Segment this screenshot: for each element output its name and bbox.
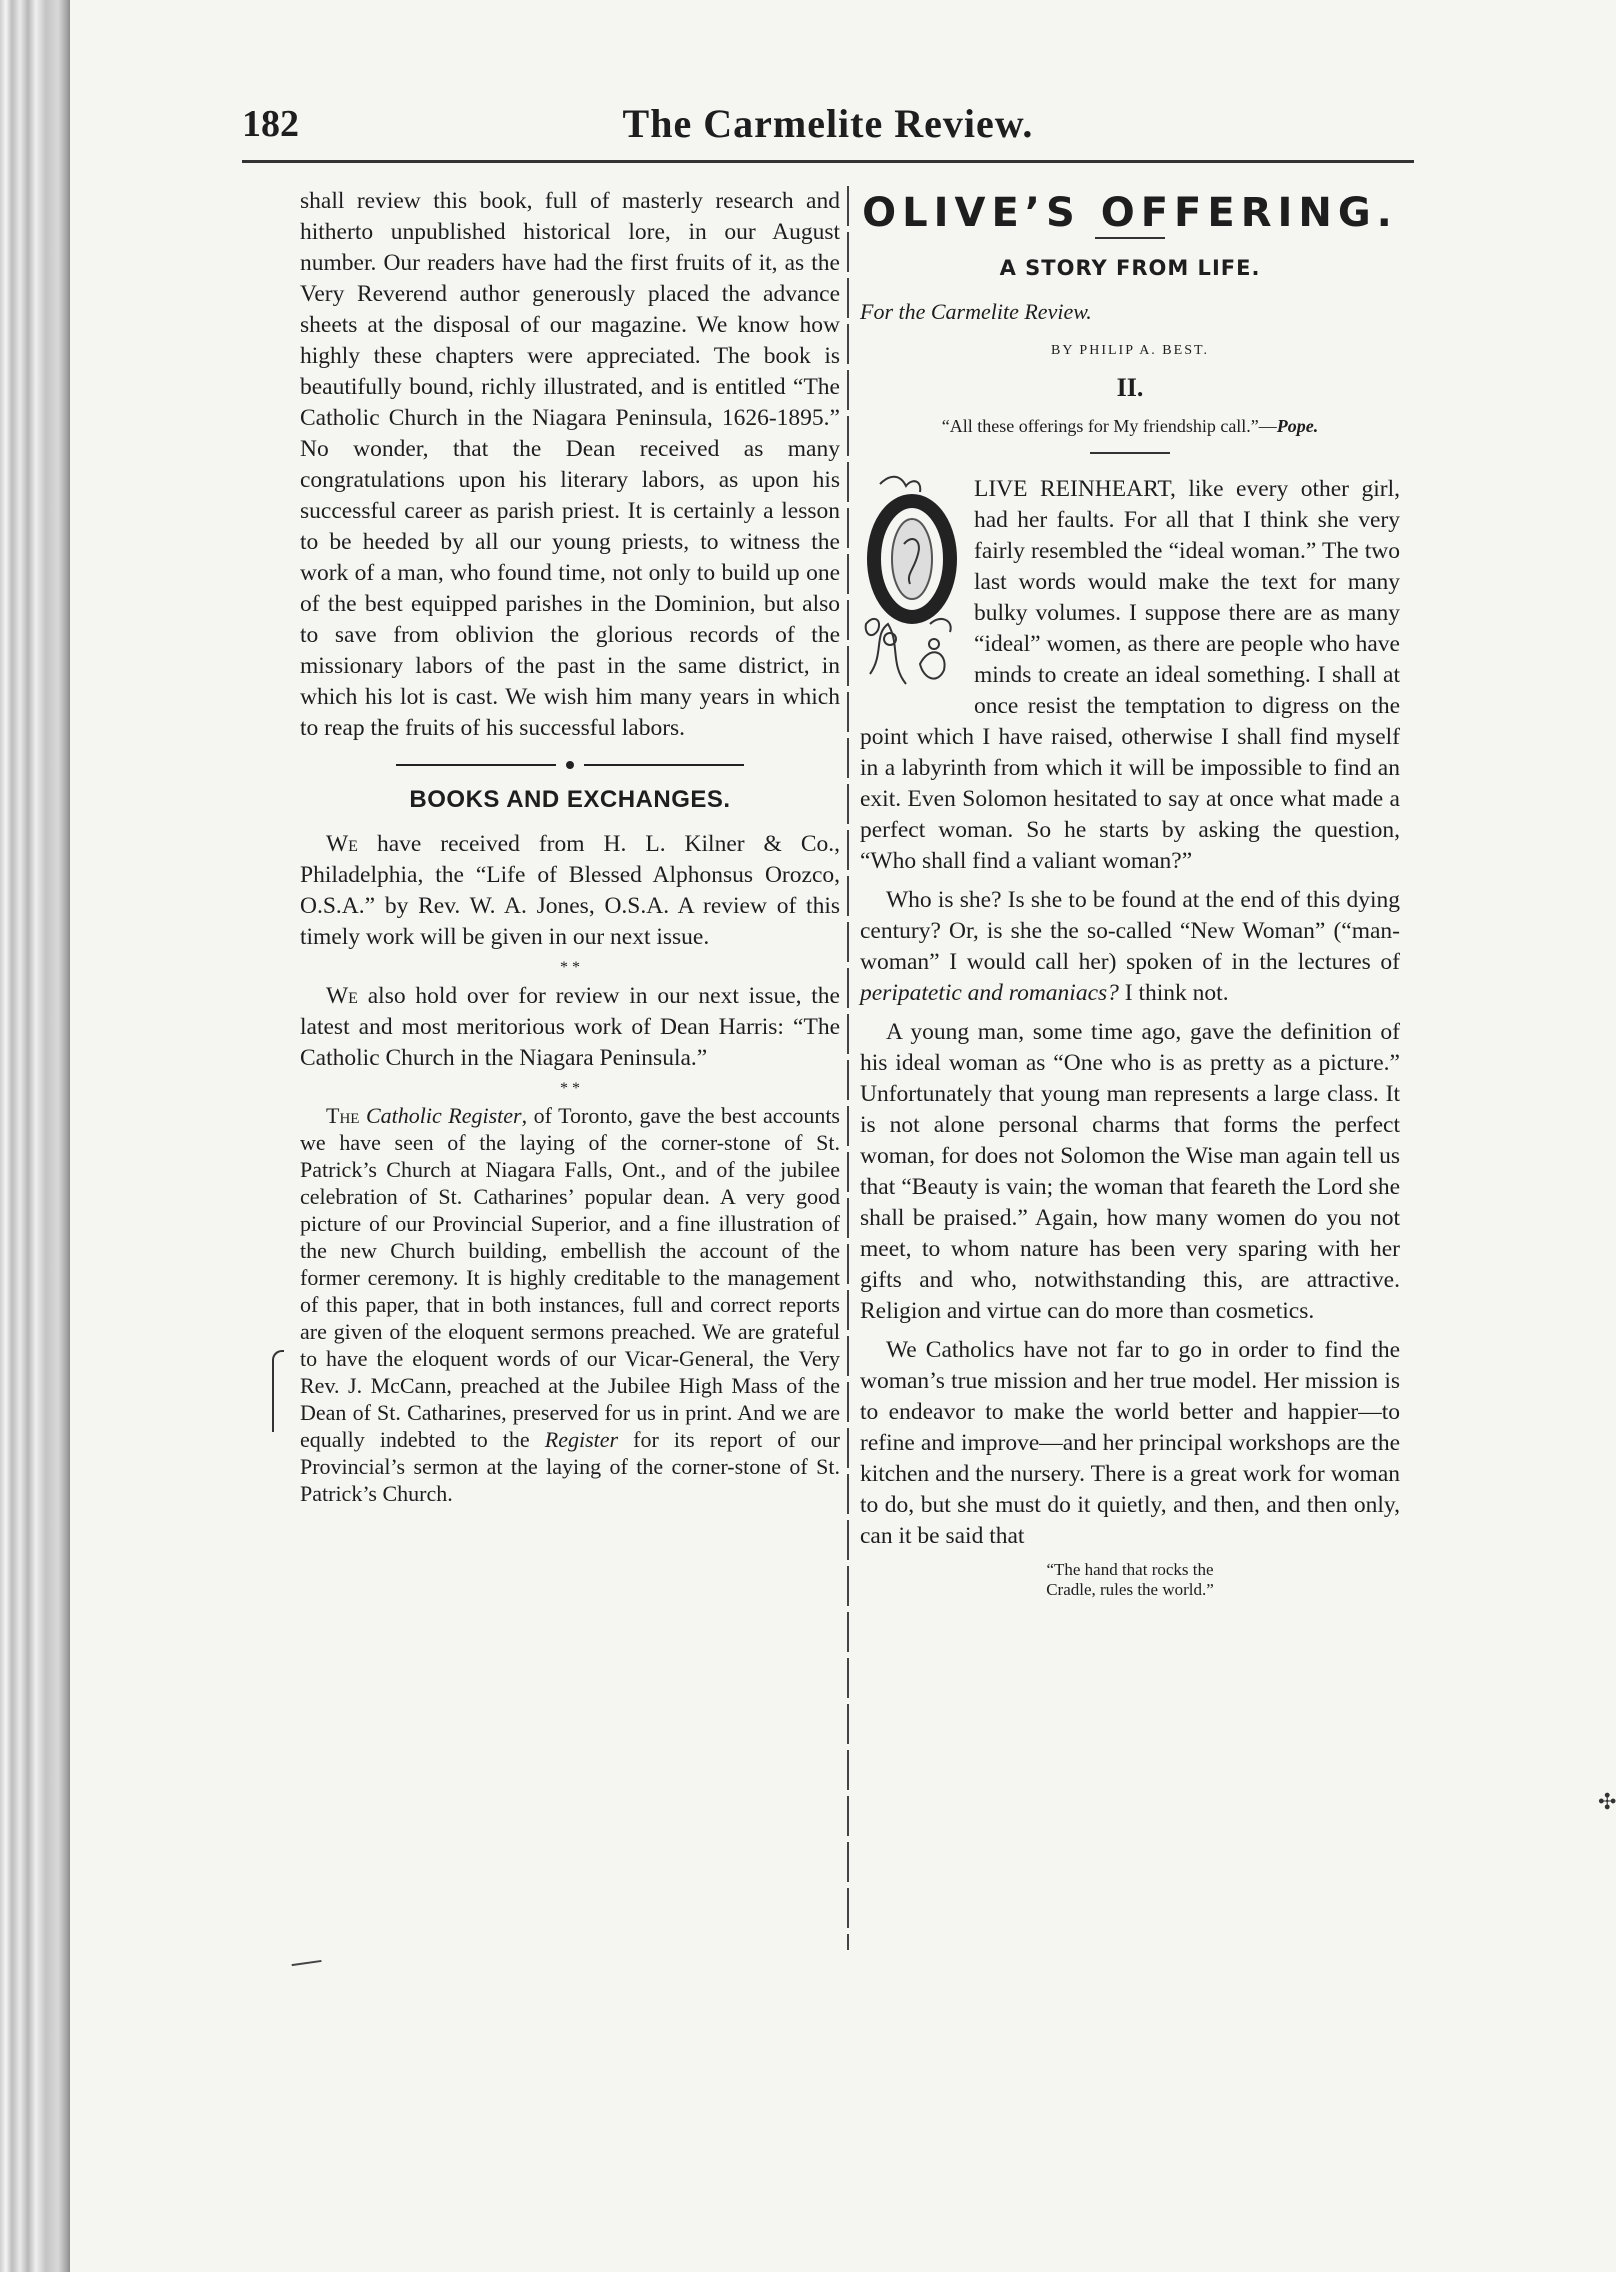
epigraph-author: Pope.: [1276, 416, 1319, 436]
left-column: [300, 186, 840, 1946]
closing-verse: [860, 1560, 1400, 1600]
paragraph-text: , of Toronto, gave the best accounts we have seen of the laying of the corner-stone of St. Patrick’s Church at Niagara Falls, Ont., and of the jubilee celebration of St. Catharines’ popular dean. A very good picture of our Provincial Superior, and a fine illustration of the new Church building, embellish the account of the former ceremony. It is highly creditable to the management of this paper, that in both instances, full and correct reports are given of the eloquent sermons preached. We are grateful to have the eloquent words of our Vicar-General, the Very Rev. J. McCann, preached at the Jubilee High Mass of the Dean of St. Catharines, preserved for us in print. And we are equally indebted to the: [300, 1103, 840, 1452]
verse-line: Cradle, rules the world.”: [1046, 1580, 1214, 1599]
epigraph-text: “All these offerings for My friendship call.”—: [941, 416, 1277, 436]
ornament-line: [584, 764, 744, 766]
floral-initial-icon: [860, 474, 964, 694]
for-line: For the Carmelite Review.: [860, 299, 1092, 324]
epigraph: [860, 411, 1400, 442]
italic-phrase: peripatetic and romaniacs?: [860, 980, 1119, 1006]
decorated-initial: [860, 474, 964, 694]
periodical-title: Register: [544, 1427, 619, 1452]
right-column: [860, 190, 1400, 1976]
story-subtitle: A STORY FROM LIFE.: [999, 256, 1261, 280]
story-paragraph-4: We Catholics have not far to go in order to find the woman’s true mission and her true model. Her mission is to endeavor to make the world better and happier—to refine and improve—and her principal workshops are the kitchen and the nursery. There is a great work for woman to do, but she must do it quietly, and then, and then only, can it be said that: [860, 1337, 1400, 1549]
paragraph-text: I think not.: [1118, 980, 1229, 1006]
title-rule: [1095, 237, 1165, 239]
byline: BY PHILIP A. BEST.: [1051, 343, 1209, 358]
lead-word: We: [326, 983, 358, 1009]
page-number: 182: [242, 103, 299, 145]
running-head: [242, 100, 1414, 163]
part-number: II.: [1116, 373, 1144, 402]
asterism: * *: [560, 1080, 580, 1097]
verse-line: “The hand that rocks the: [1046, 1560, 1214, 1579]
margin-bracket: [272, 1350, 284, 1432]
paragraph-text: Who is she? Is she to be found at the end of this dying century? Or, is she the so-called “New Woman” (“man-woman” I would call her) spoken of in the lectures of: [860, 887, 1400, 975]
edge-mark-icon: ✣: [1598, 1790, 1616, 1815]
review-paragraph-1: [300, 829, 840, 953]
ornament-dot: [566, 761, 574, 769]
story-paragraph-2: [860, 885, 1400, 1009]
lead-word: We: [326, 831, 358, 857]
periodical-title: Catholic Register: [365, 1103, 522, 1128]
lead-word: The: [326, 1103, 360, 1128]
editorial-paragraph: shall review this book, full of masterly research and hitherto unpublished historical lore, in our August number. Our readers have had the first fruits of it, as the Very Reverend author generously placed the advance sheets at the disposal of our magazine. We know how highly these chapters were appreciated. The book is beautifully bound, richly illustrated, and is entitled “The Catholic Church in the Niagara Peninsula, 1626-1895.” No wonder, that the Dean received as many congratulations upon his literary labors, as upon his successful career as parish priest. It is certainly a lesson to be heeded by all our young priests, to witness the work of a man, who found time, not only to build up one of the best equipped parishes in the Dominion, but also to save from oblivion the glorious records of the missionary labors of the past in the same district, in which his lot is cast. We wish him many years in which to reap the fruits of his successful labors.: [300, 188, 840, 741]
story-paragraph-3: A young man, some time ago, gave the definition of his ideal woman as “One who is as pretty as a picture.” Unfortunately that young man represents a large class. It is not alone personal charms that forms the perfect woman, for does not Solomon the Wise man again tell us that “Beauty is vain; the woman that feareth the Lord she shall be praised.” Again, how many women do you not meet, to whom nature has been very sparing with her gifts and who, notwithstanding this, are attractive. Religion and virtue can do more than cosmetics.: [860, 1019, 1400, 1324]
book-spine: [0, 0, 70, 2272]
epigraph-rule: [1090, 452, 1170, 454]
paragraph-text: like every other girl, had her faults. For all that I think she very fairly resembled the “ideal woman.” The two last words would make the text for many bulky volumes. I suppose there are as many “ideal” women, as there are people who have minds to create an ideal something. I shall at once resist the temptation to digress on the point which I have raised, otherwise I shall find myself in a labyrinth from which it will be impossible to find an exit. Even Solomon hesitated to say at once what made a perfect woman. So he starts by asking the question, “Who shall find a valiant woman?”: [860, 476, 1400, 874]
asterism: * *: [560, 959, 580, 976]
ornament-divider: [300, 758, 840, 772]
journal-title: The Carmelite Review.: [622, 101, 1034, 146]
paragraph-text: for its report of our Provincial’s sermon at the laying of the corner-stone of St. Patrick’s Church.: [300, 1427, 841, 1506]
lead-words: LIVE REINHEART,: [974, 476, 1176, 502]
story-title: OLIVE’S OFFERING.: [862, 190, 1398, 236]
review-paragraph-3: [300, 1102, 840, 1507]
ornament-line: [396, 764, 556, 766]
column-divider: [847, 186, 849, 1950]
section-heading: BOOKS AND EXCHANGES.: [409, 786, 731, 813]
paragraph-text: have received from H. L. Kilner & Co., Philadelphia, the “Life of Blessed Alphonsus Orozco, O.S.A.” by Rev. W. A. Jones, O.S.A. A review of this timely work will be given in our next issue.: [300, 831, 840, 950]
review-paragraph-2: [300, 981, 840, 1074]
paragraph-text: also hold over for review in our next issue, the latest and most meritorious work of Dean Harris: “The Catholic Church in the Niagara Peninsula.”: [300, 983, 840, 1071]
